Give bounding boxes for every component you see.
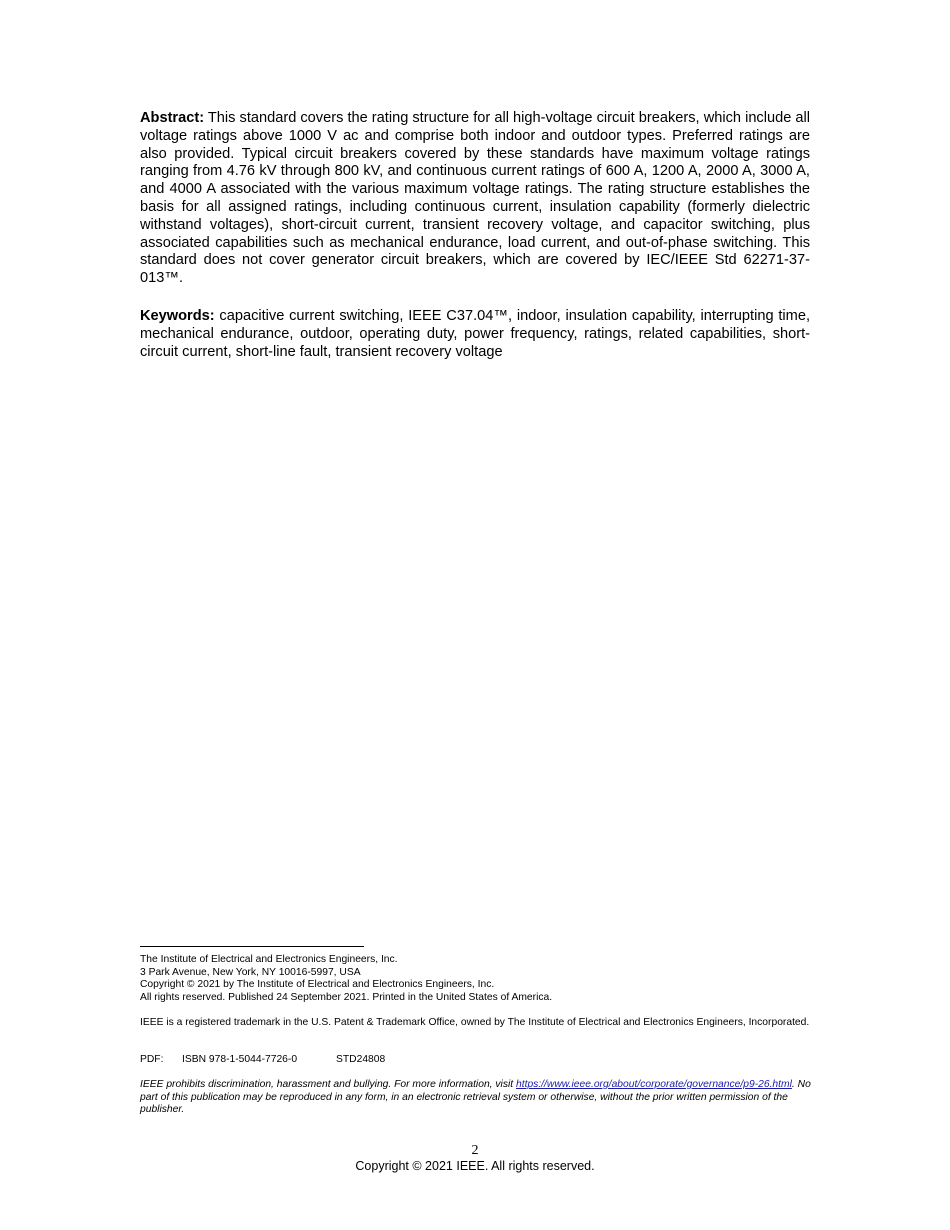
keywords-label: Keywords:: [140, 308, 215, 324]
pdf-label: PDF:: [140, 1054, 164, 1065]
policy-end: .: [791, 1079, 795, 1090]
footnote-divider: [140, 946, 364, 947]
keywords-paragraph: [140, 308, 810, 361]
abstract-label: Abstract:: [140, 110, 205, 126]
policy-text: IEEE prohibits discrimination, harassment and bullying. For more information, visit: [140, 1079, 516, 1090]
isbn-number: ISBN 978-1-5044-7726-0: [182, 1054, 298, 1065]
reproduction-notice: No part of this publication may be reproduced in any form, in an electronic retrieval system or otherwise, without the prior written permission of the publisher.: [140, 1079, 811, 1116]
isbn-row: [140, 1054, 812, 1067]
trademark-text: IEEE is a registered trademark in the U.S. Patent & Trademark Office, owned by The Institute of Electrical and Electronics Engineers, Incorporated.: [140, 1017, 810, 1028]
page-number: 2: [471, 1143, 479, 1158]
policy-notice: [140, 1079, 812, 1117]
footer-copyright: Copyright © 2021 IEEE. All rights reserved.: [355, 1159, 595, 1173]
policy-link[interactable]: https://www.ieee.org/about/corporate/governance/p9-26.html: [516, 1079, 792, 1090]
std-number: STD24808: [336, 1054, 386, 1065]
publisher-info: [140, 954, 812, 1004]
abstract-text: This standard covers the rating structure for all high-voltage circuit breakers, which include all voltage ratings above 1000 V ac and comprise both indoor and outdoor types. Preferred ratings are also provided. Typical circuit breakers covered by these standards have maximum voltage ratings ranging from 4.76 kV through 800 kV, and continuous current ratings of 600 A, 1200 A, 2000 A, 3000 A, and 4000 A associated with the various maximum voltage ratings. The rating structure establishes the basis for all assigned ratings, including continuous current, insulation capability (formerly dielectric withstand voltages), short-circuit current, transient recovery voltage, and capacitor switching, plus associated capabilities such as mechanical endurance, load current, and out-of-phase switching. This standard does not cover generator circuit breakers, which are covered by IEC/IEEE Std 62271-37-013™.: [140, 110, 810, 287]
publication-rights: All rights reserved. Published 24 September 2021. Printed in the United States of America.: [140, 991, 553, 1003]
keywords-text: capacitive current switching, IEEE C37.04™, indoor, insulation capability, interrupting time, mechanical endurance, outdoor, operating duty, power frequency, ratings, related capabilities, short-circuit current, short-line fault, transient recovery voltage: [140, 308, 810, 360]
trademark-notice: [140, 1017, 812, 1030]
publisher-copyright: Copyright © 2021 by The Institute of Electrical and Electronics Engineers, Inc.: [140, 979, 495, 991]
abstract-paragraph: [140, 110, 810, 288]
publisher-address: 3 Park Avenue, New York, NY 10016-5997, USA: [140, 966, 361, 978]
publisher-name: The Institute of Electrical and Electronics Engineers, Inc.: [140, 954, 398, 965]
